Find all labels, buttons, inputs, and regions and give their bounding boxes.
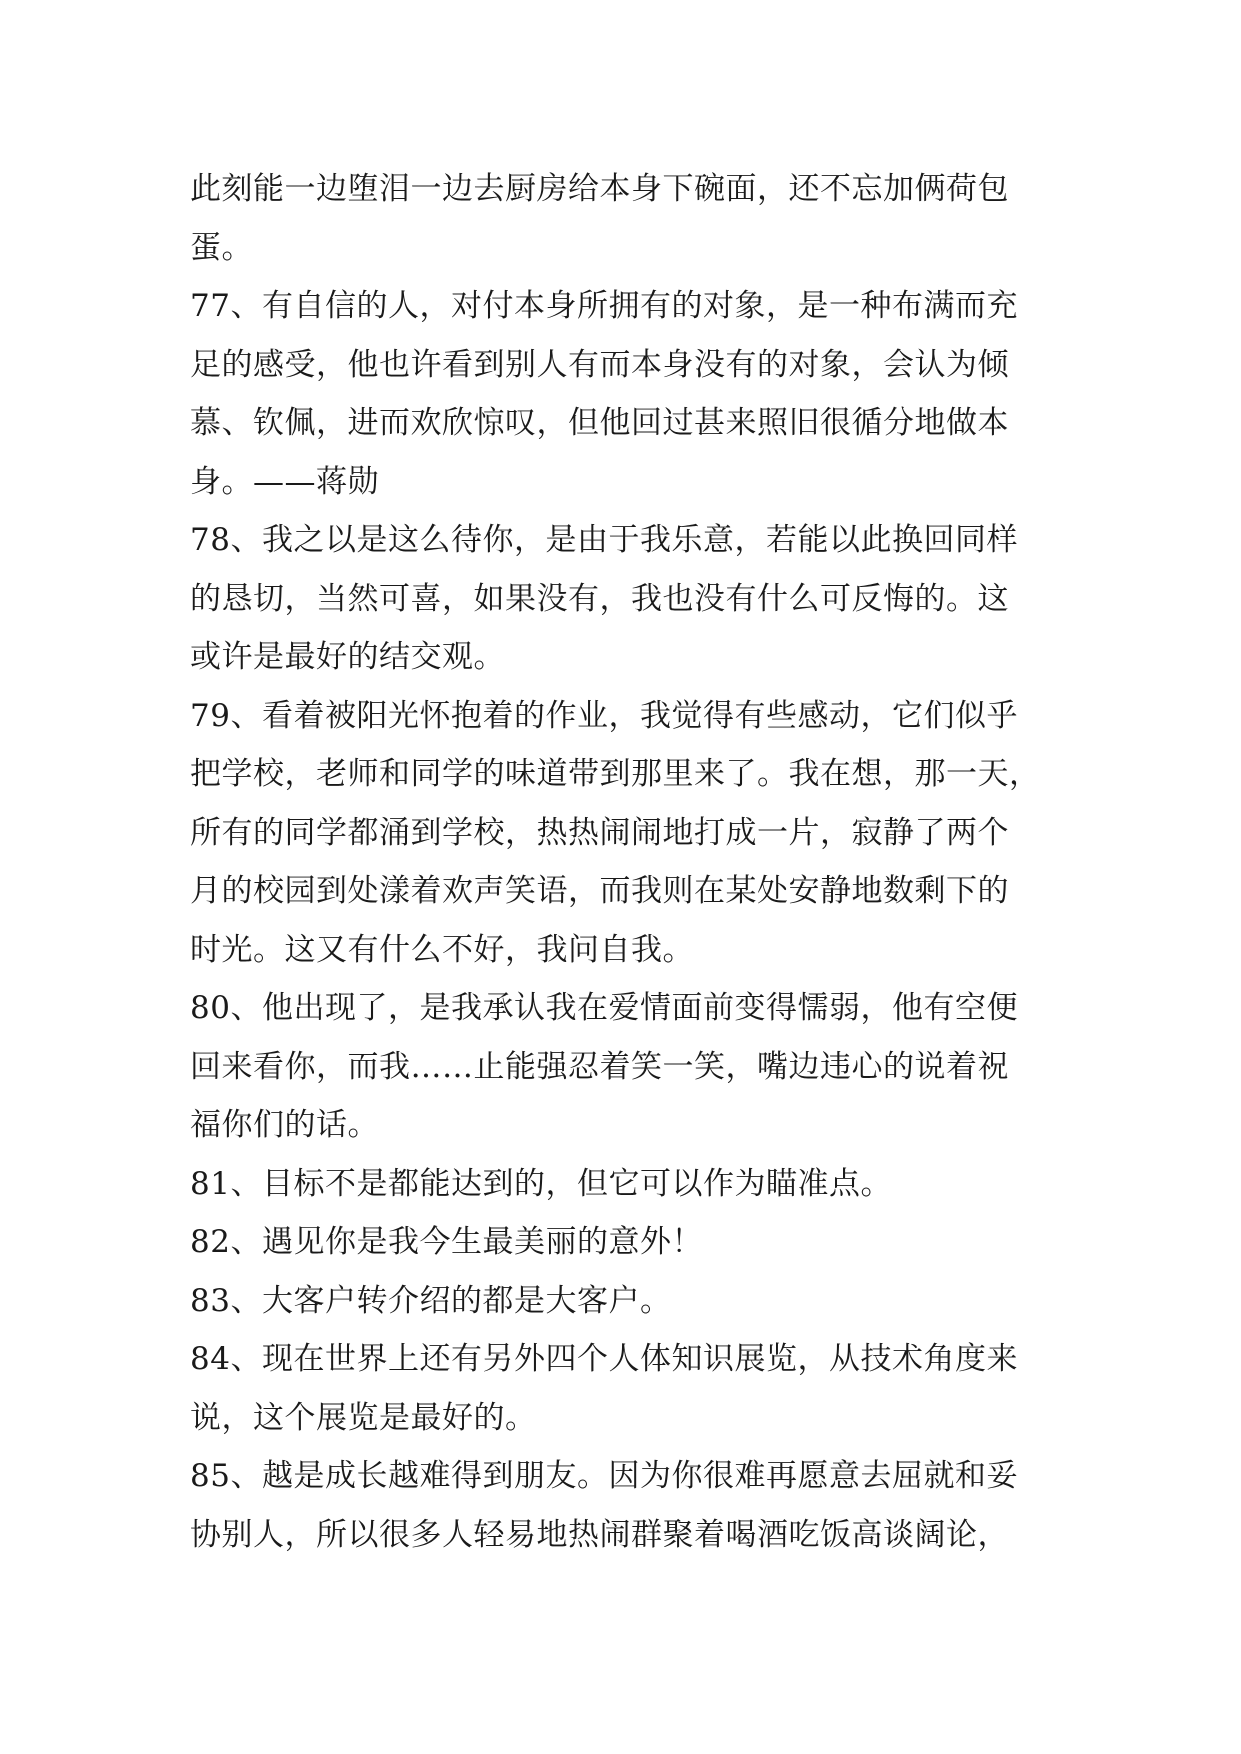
text-line: 77、有自信的人，对付本身所拥有的对象，是一种布满而充 <box>190 288 1018 324</box>
text-line: 说，这个展览是最好的。 <box>190 1399 537 1436</box>
text-line: 福你们的话。 <box>190 1107 379 1143</box>
text-line: 85、越是成长越难得到朋友。因为你很难再愿意去屈就和妥 <box>190 1458 1018 1494</box>
text-line: 84、现在世界上还有另外四个人体知识展览，从技术角度来 <box>190 1341 1018 1377</box>
text-line: 此刻能一边堕泪一边去厨房给本身下碗面，还不忘加俩荷包 <box>190 171 1009 207</box>
text-line: 82、遇见你是我今生最美丽的意外！ <box>190 1224 703 1260</box>
text-line: 79、看着被阳光怀抱着的作业，我觉得有些感动，它们似乎 <box>190 697 1018 734</box>
text-line: 月的校园到处漾着欢声笑语，而我则在某处安静地数剩下的 <box>190 873 1009 909</box>
body-text <box>190 160 1070 1564</box>
text-line: 身。——蒋勋 <box>190 463 379 500</box>
text-line: 81、目标不是都能达到的，但它可以作为瞄准点。 <box>190 1165 892 1202</box>
text-line: 80、他出现了，是我承认我在爱情面前变得懦弱，他有空便 <box>190 990 1018 1026</box>
text-line: 时光。这又有什么不好，我问自我。 <box>190 931 694 968</box>
text-line: 78、我之以是这么待你，是由于我乐意，若能以此换回同样 <box>190 522 1018 558</box>
text-line: 所有的同学都涌到学校，热热闹闹地打成一片，寂静了两个 <box>190 814 1009 851</box>
text-line: 足的感受，他也许看到别人有而本身没有的对象，会认为倾 <box>190 346 1009 383</box>
text-line: 的恳切，当然可喜，如果没有，我也没有什么可反悔的。这 <box>190 580 1009 617</box>
text-line: 蛋。 <box>190 229 253 266</box>
text-line: 协别人，所以很多人轻易地热闹群聚着喝酒吃饭高谈阔论， <box>190 1516 1009 1553</box>
text-line: 83、大客户转介绍的都是大客户。 <box>190 1282 672 1319</box>
text-line: 回来看你，而我……止能强忍着笑一笑，嘴边违心的说着祝 <box>190 1048 1009 1085</box>
text-line: 把学校，老师和同学的味道带到那里来了。我在想，那一天， <box>190 756 1041 792</box>
text-line: 慕、钦佩，进而欢欣惊叹，但他回过甚来照旧很循分地做本 <box>190 405 1009 441</box>
text-line: 或许是最好的结交观。 <box>190 639 505 675</box>
